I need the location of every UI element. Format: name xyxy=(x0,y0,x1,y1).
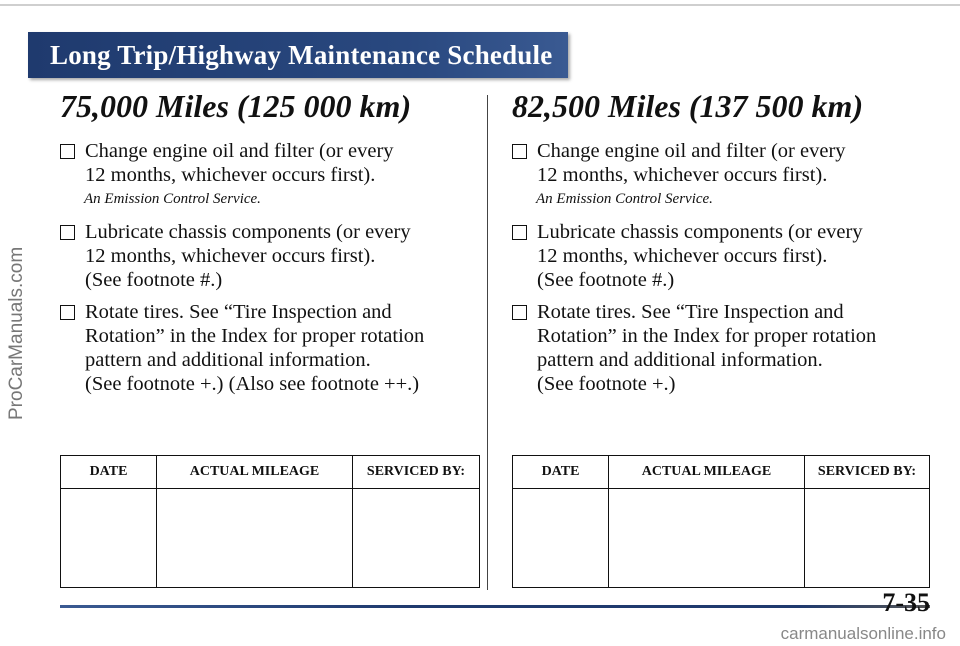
checkbox-icon[interactable] xyxy=(512,225,527,240)
item-line: 12 months, whichever occurs first). xyxy=(537,245,828,267)
item-line: pattern and additional information. xyxy=(537,349,823,371)
emission-note: An Emission Control Service. xyxy=(84,191,261,207)
section-title: Long Trip/Highway Maintenance Schedule xyxy=(50,39,553,70)
service-record-table-75000 xyxy=(60,455,480,588)
item-line: 12 months, whichever occurs first). xyxy=(85,245,376,267)
schedule-column-75000 xyxy=(60,88,490,404)
item-line: 12 months, whichever occurs first). xyxy=(537,164,828,186)
mileage-field[interactable] xyxy=(609,489,805,588)
checklist-item-tires xyxy=(60,300,490,396)
interval-title: 75,000 Miles (125 000 km) xyxy=(60,88,412,124)
mileage-header: ACTUAL MILEAGE xyxy=(157,456,353,489)
item-line: Lubricate chassis components (or every xyxy=(85,221,411,243)
checklist-item-tires xyxy=(512,300,942,396)
item-line: Change engine oil and filter (or every xyxy=(537,140,846,162)
interval-title: 82,500 Miles (137 500 km) xyxy=(512,88,864,124)
service-record-table-82500 xyxy=(512,455,930,588)
date-header: DATE xyxy=(61,456,157,489)
schedule-column-82500 xyxy=(512,88,942,404)
checklist-item-chassis xyxy=(512,220,942,292)
watermark-procarmanuals: ProCarManuals.com xyxy=(6,246,27,420)
item-line: Rotation” in the Index for proper rotation xyxy=(537,325,877,347)
checkbox-icon[interactable] xyxy=(60,144,75,159)
date-field[interactable] xyxy=(61,489,157,588)
item-line: (See footnote #.) xyxy=(537,269,675,291)
item-line: Rotate tires. See “Tire Inspection and xyxy=(537,301,844,323)
watermark-carmanualsonline: carmanualsonline.info xyxy=(780,624,946,643)
checkbox-icon[interactable] xyxy=(60,225,75,240)
item-line: (See footnote +.) xyxy=(537,373,676,395)
serviced-by-field[interactable] xyxy=(805,489,930,588)
item-line: Rotate tires. See “Tire Inspection and xyxy=(85,301,392,323)
checkbox-icon[interactable] xyxy=(512,305,527,320)
item-line: 12 months, whichever occurs first). xyxy=(85,164,376,186)
section-header xyxy=(28,32,568,78)
date-field[interactable] xyxy=(513,489,609,588)
serviced-by-header: SERVICED BY: xyxy=(805,456,930,489)
column-divider xyxy=(487,95,488,590)
serviced-by-field[interactable] xyxy=(353,489,480,588)
checklist-item-oil xyxy=(60,139,490,187)
checkbox-icon[interactable] xyxy=(512,144,527,159)
top-rule xyxy=(0,4,960,6)
item-line: Rotation” in the Index for proper rotation xyxy=(85,325,425,347)
item-line: pattern and additional information. xyxy=(85,349,371,371)
emission-note: An Emission Control Service. xyxy=(536,191,713,207)
mileage-field[interactable] xyxy=(157,489,353,588)
serviced-by-header: SERVICED BY: xyxy=(353,456,480,489)
item-line: (See footnote #.) xyxy=(85,269,223,291)
date-header: DATE xyxy=(513,456,609,489)
checkbox-icon[interactable] xyxy=(60,305,75,320)
footer-rule xyxy=(60,605,930,608)
item-line: Change engine oil and filter (or every xyxy=(85,140,394,162)
item-line: Lubricate chassis components (or every xyxy=(537,221,863,243)
checklist-item-chassis xyxy=(60,220,490,292)
mileage-header: ACTUAL MILEAGE xyxy=(609,456,805,489)
page-number: 7-35 xyxy=(882,588,930,617)
checklist-item-oil xyxy=(512,139,942,187)
item-line: (See footnote +.) (Also see footnote ++.) xyxy=(85,373,420,395)
